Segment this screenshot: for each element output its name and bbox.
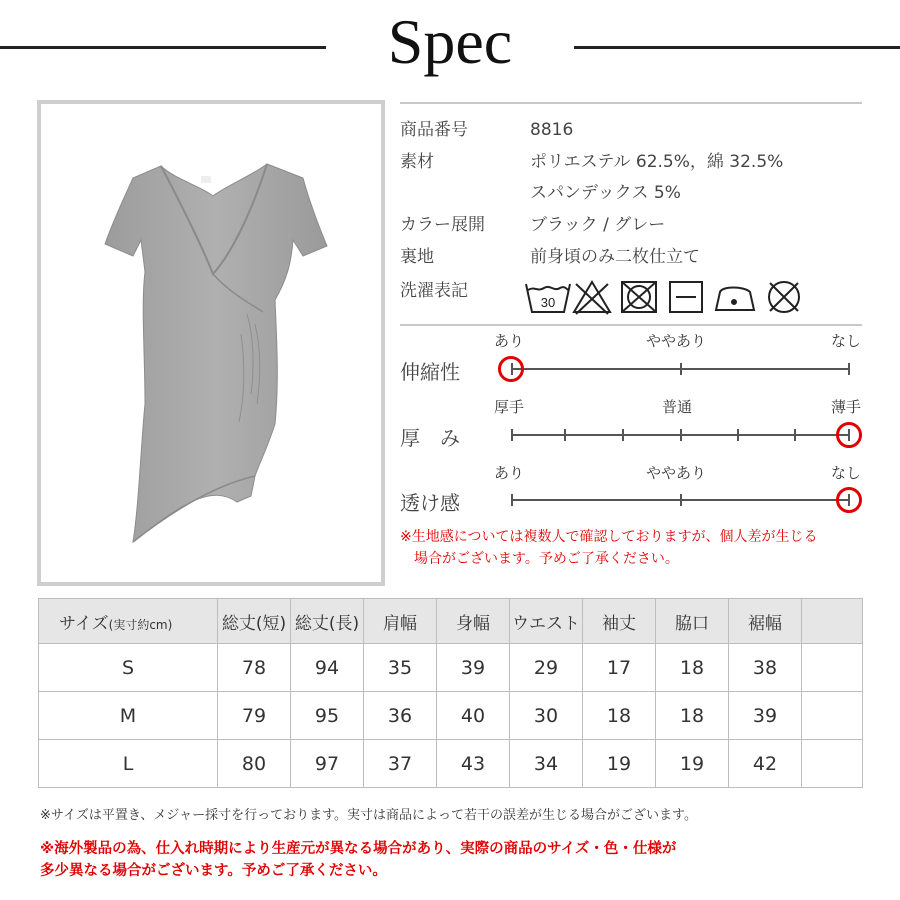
wash-30-icon — [526, 284, 570, 312]
spec-label-item-number: 商品番号 — [400, 120, 468, 140]
table-row — [39, 692, 863, 740]
scale-sheer-right: なし — [831, 464, 862, 482]
table-cell: 42 — [729, 740, 802, 788]
scale-stretch-tick — [680, 363, 682, 375]
size-table-header: 脇口 — [656, 599, 729, 644]
table-cell — [802, 740, 863, 788]
table-cell: 35 — [364, 644, 437, 692]
size-table-header: 総丈(短) — [218, 599, 291, 644]
table-cell: 19 — [583, 740, 656, 788]
table-cell: 37 — [364, 740, 437, 788]
scale-stretch-label: 伸縮性 — [400, 360, 460, 384]
scale-thickness-tick — [737, 429, 739, 441]
table-cell: 18 — [583, 692, 656, 740]
size-table-header — [802, 599, 863, 644]
table-cell: 94 — [291, 644, 364, 692]
spec-value-material-2: スパンデックス 5% — [530, 183, 681, 203]
spec-value-material: ポリエステル 62.5%，綿 32.5% — [530, 152, 784, 172]
scale-stretch-tick — [848, 363, 850, 375]
scale-stretch-left: あり — [494, 332, 525, 350]
table-row — [39, 644, 863, 692]
svg-text:30: 30 — [540, 295, 556, 310]
size-table-header: 身幅 — [437, 599, 510, 644]
scale-sheer-label: 透け感 — [400, 491, 460, 515]
table-cell: 29 — [510, 644, 583, 692]
overseas-note-line-2: 多少異なる場合がございます。予めご了承ください。 — [40, 863, 387, 879]
size-table-header: ウエスト — [510, 599, 583, 644]
overseas-note-line-1: ※海外製品の為、仕入れ時期により生産元が異なる場合があり、実際の商品のサイズ・色・仕様が — [40, 841, 677, 857]
page-title: Spec — [387, 6, 513, 77]
scale-thickness-tick — [622, 429, 624, 441]
scale-stretch-right: なし — [831, 332, 862, 350]
scale-stretch-marker — [498, 356, 524, 382]
scale-sheer-marker — [836, 487, 862, 513]
table-cell: 95 — [291, 692, 364, 740]
size-cell: M — [39, 692, 218, 740]
table-cell: 34 — [510, 740, 583, 788]
scale-sheer-mid: ややあり — [646, 464, 707, 482]
spec-rule-top — [400, 102, 862, 104]
care-symbols — [524, 278, 814, 318]
product-photo — [37, 100, 385, 586]
table-cell: 80 — [218, 740, 291, 788]
scale-stretch-mid: ややあり — [646, 332, 707, 350]
table-cell — [802, 644, 863, 692]
table-cell: 79 — [218, 692, 291, 740]
iron-low-icon — [716, 288, 754, 311]
table-cell: 19 — [656, 740, 729, 788]
spec-value-colors: ブラック / グレー — [530, 215, 666, 235]
scale-thickness-marker — [836, 422, 862, 448]
table-cell: 18 — [656, 644, 729, 692]
no-tumble-dry-icon — [622, 282, 656, 312]
title-rule-left — [0, 46, 326, 49]
table-cell: 39 — [729, 692, 802, 740]
scale-thickness-tick — [511, 429, 513, 441]
table-cell: 43 — [437, 740, 510, 788]
size-table-header: 袖丈 — [583, 599, 656, 644]
flat-dry-icon — [670, 282, 702, 312]
scale-thickness-tick — [680, 429, 682, 441]
table-cell: 97 — [291, 740, 364, 788]
fabric-note-line-2: 場合がございます。予めご了承ください。 — [414, 551, 679, 567]
scale-thickness-tick — [794, 429, 796, 441]
size-cell: S — [39, 644, 218, 692]
scale-thickness-mid: 普通 — [662, 398, 693, 416]
fabric-note-line-1: ※生地感については複数人で確認しておりますが、個人差が生じる — [400, 529, 818, 545]
spec-label-care: 洗濯表記 — [400, 281, 468, 301]
no-dry-clean-icon — [769, 282, 799, 312]
size-table — [38, 598, 863, 788]
spec-value-item-number: 8816 — [530, 120, 574, 140]
table-cell: 18 — [656, 692, 729, 740]
size-table-header: 総丈(長) — [291, 599, 364, 644]
table-cell: 30 — [510, 692, 583, 740]
table-cell: 17 — [583, 644, 656, 692]
size-cell: L — [39, 740, 218, 788]
table-cell — [802, 692, 863, 740]
table-cell: 78 — [218, 644, 291, 692]
size-table-header-row — [39, 599, 863, 644]
size-note: ※サイズは平置き、メジャー採寸を行っております。実寸は商品によって若干の誤差が生じる場合がございます。 — [40, 808, 697, 823]
title-rule-right — [574, 46, 900, 49]
spec-label-colors: カラー展開 — [400, 215, 485, 235]
no-bleach-icon — [574, 282, 610, 314]
spec-label-lining: 裏地 — [400, 247, 434, 267]
table-cell: 36 — [364, 692, 437, 740]
scale-thickness-label: 厚 み — [400, 426, 460, 450]
table-cell: 40 — [437, 692, 510, 740]
scale-sheer-left: あり — [494, 464, 525, 482]
scale-thickness-tick — [564, 429, 566, 441]
scale-thickness-left: 厚手 — [494, 398, 525, 416]
spec-rule-bottom — [400, 324, 862, 326]
table-row — [39, 740, 863, 788]
spec-label-material: 素材 — [400, 152, 434, 172]
spec-value-lining: 前身頃のみ二枚仕立て — [530, 247, 700, 267]
table-cell: 38 — [729, 644, 802, 692]
size-table-header: 肩幅 — [364, 599, 437, 644]
size-table-header: 裾幅 — [729, 599, 802, 644]
table-cell: 39 — [437, 644, 510, 692]
scale-thickness-right: 薄手 — [831, 398, 862, 416]
scale-sheer-tick — [680, 494, 682, 506]
dress-illustration — [41, 104, 381, 582]
scale-sheer-tick — [511, 494, 513, 506]
size-table-header-size: サイズ(実寸約cm) — [39, 599, 218, 644]
